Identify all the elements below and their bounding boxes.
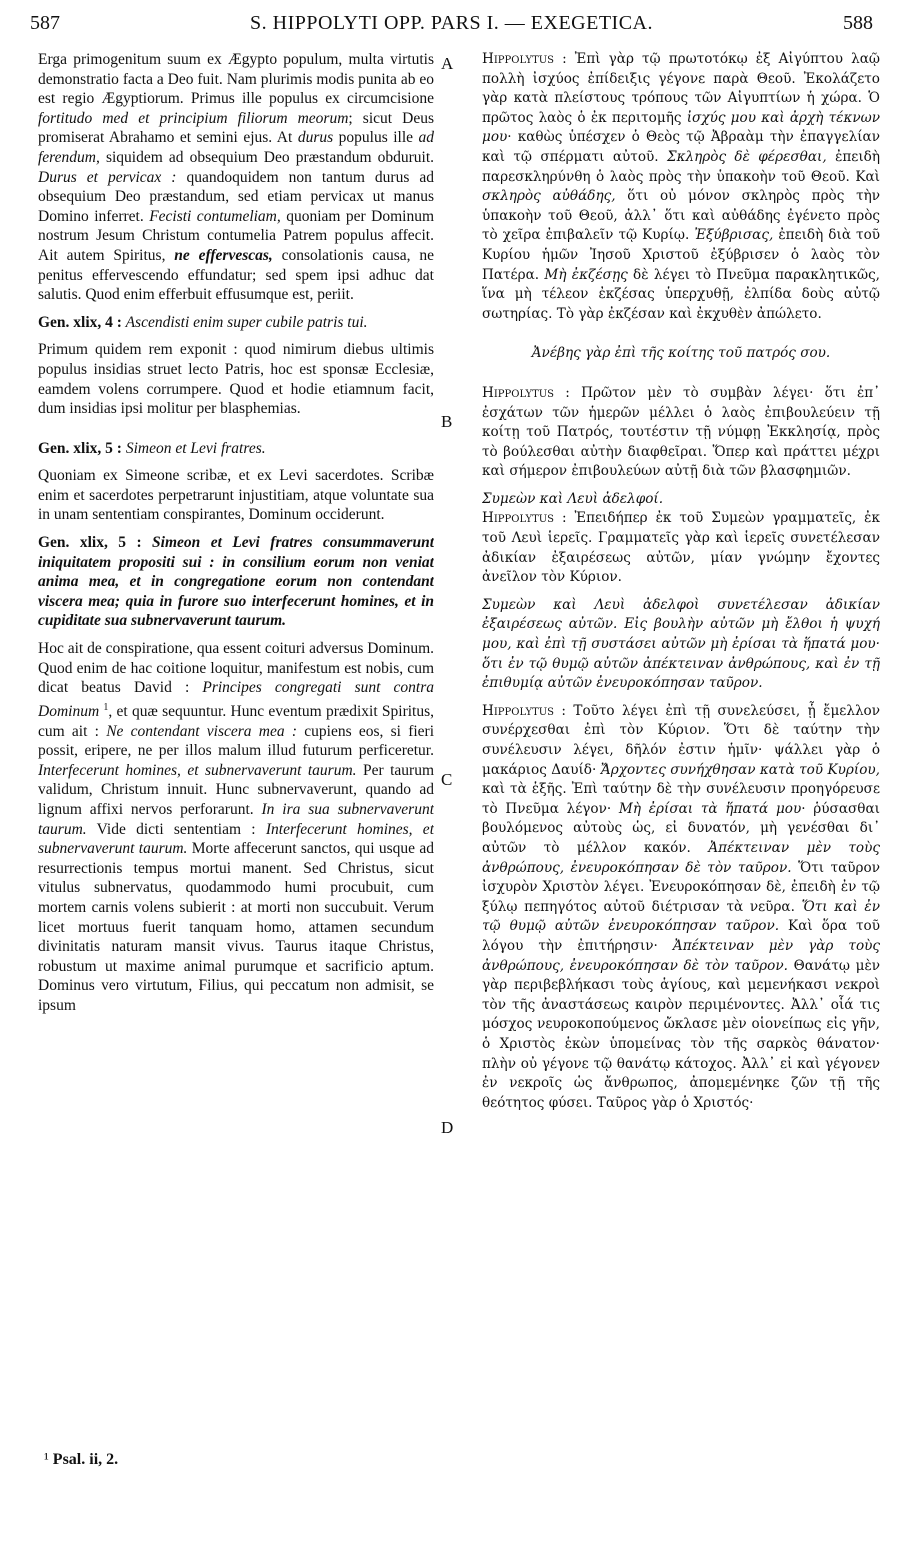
greek-paragraph-1: Hippolytus : Ἐπὶ γὰρ τῷ πρωτοτόκῳ ἐξ Αἰγύπτου λαῷ πολλὴ ἰσχύος ἐπίδειξις γέγονε παρὰ Θεοῦ. Ἐκολάζετο γὰρ κατὰ πλείστους τρόπους τῶν Αἰγυπτίων ἡ χώρα. Ὁ πρῶτος λαὸς ὁ ἐκ περιτομῆς ἰσχύς μου καὶ ἀρχὴ τέκνων μου· καθὼς ὑπέσχεν ὁ Θεὸς τῷ Ἀβραὰμ τὴν ἐπαγγελίαν καὶ τῷ σπέρματι αὐτοῦ. Σκληρὸς δὲ φέρεσθαι, ἐπειδὴ παρεσκληρύνθη ὁ λαὸς πρὸς τὴν ὑπακοὴν τοῦ Θεοῦ. Καὶ σκληρὸς αὐθάδης, ὅτι οὐ μόνον σκληρὸς πρὸς τὴν ὑπακοὴν τοῦ Θεοῦ, ἀλλ᾽ ὅτι καὶ αὐθάδης ἐγένετο πρὸς τὸ χεῖρα ἐπιβαλεῖν τῷ Κυρίῳ. Ἐξύβρισας, ἐπειδὴ διὰ τοῦ Κυρίου ἡμῶν Ἰησοῦ Χριστοῦ ἐξύβρισεν ὁ λαὸς τὸν Πατέρα. Μὴ ἐκζέσῃς δὲ λέγει τὸ Πνεῦμα παρακλητικῶς, ἵνα μὴ τέλεον ἐκζέσας ὑπερχυθῇ, ἐλπίδα δοὺς αὐτῷ σωτηρίας. Τὸ γὰρ ἐκζέσαν καὶ ἐκχυθὲν ἀπώλετο. xyxy=(482,51,880,322)
greek-column xyxy=(482,50,880,1460)
footnote-ref: 1 xyxy=(103,701,109,713)
footnote xyxy=(44,1451,118,1469)
latin-citation-1: Gen. xlix, 4 : Ascendisti enim super cubile patris tui. xyxy=(38,313,368,331)
page-number-left: 587 xyxy=(30,12,60,34)
margin-marker-b: B xyxy=(441,412,453,431)
page-number-right: 588 xyxy=(843,12,873,34)
latin-paragraph-1: Erga primogenitum suum ex Ægypto populum, multa virtutis demonstratio facta a Deo fuit. Nam plurimis modis punita ab eo est regio Ægyptiorum. Primus ille populus ex circumcisione fortitudo med et principium filiorum meorum; sicut Deus promiserat Abrahamo et semini ejus. At durus populus ille ad ferendum, siquidem ad obsequium Deo præstandum obduruit. Durus et pervicax : quandoquidem non tantum durus ad obsequium Deo præstandum, sed etiam pervicax ut manus Domino inferret. Fecisti contumeliam, quoniam per Dominum nostrum Jesum Christum contumelia Patrem populus affecit. Ait autem Spiritus, ne effervescas, consolationis causa, ne penitus effervescendo effundatur; sed spem ipsi adhuc dat salutis. Quod enim efferbuit effusumque est, periit. xyxy=(38,51,434,304)
greek-paragraph-3: Hippolytus : Ἐπειδήπερ ἐκ τοῦ Συμεὼν γραμματεῖς, ἐκ τοῦ Λευὶ ἱερεῖς. Γραμματεῖς γὰρ καὶ ἱερεῖς συνετέλεσαν ἀδικίαν ἐξαιρέσεως αὐτῶν, μίαν γνώμην ἔχοντες ἀνεῖλον τὸν Κύριον. xyxy=(482,510,880,586)
greek-citation-3: Συμεὼν καὶ Λευὶ ἀδελφοὶ συνετέλεσαν ἀδικίαν ἐξαιρέσεως αὐτῶν. Εἰς βουλὴν αὐτῶν μὴ ἔλθοι ἡ ψυχή μου, καὶ ἐπὶ τῇ συστάσει αὐτῶν μὴ ἐρίσαι τὰ ἥπατά μου· ὅτι ἐν τῷ θυμῷ αὐτῶν ἀπέκτειναν ἀνθρώπους, καὶ ἐν τῇ ἐπιθυμίᾳ αὐτῶν ἐνευροκόπησαν ταῦρον. xyxy=(482,596,880,692)
greek-paragraph-2: Hippolytus : Πρῶτον μὲν τὸ συμβὰν λέγει· ὅτι ἐπ᾽ ἐσχάτων τῶν ἡμερῶν μέλλει ὁ λαὸς ἐπιβουλεύειν τῇ κοίτῃ τοῦ Πατρός, τουτέστιν τῇ νύμφῃ Ἐκκλησίᾳ, πρὸς τὸ βούλεσθαι αὐτὴν διαφθεῖραι. Ὅπερ καὶ πράττει μέχρι καὶ σήμερον ἐπιβουλεύων αὐτῇ διὰ τῶν βλασφημιῶν. xyxy=(482,384,880,480)
latin-paragraph-4: Hoc ait de conspiratione, qua essent coituri adversus Dominum. Quod enim de hac coitione loquitur, manifestum est nobis, cum dicat beatus David : Principes congregati sunt contra Dominum $^1$, et quæ sequuntur. Hunc eventum prædixit Spiritus, cum ait : Ne contendant viscera mea : cupiens eos, si fieri possit, eripere, ne per illos malum illud futurum perficeretur. Interfecerunt homines, et subnervaverunt taurum. Per taurum validum, Christum innuit. Hunc subnervaverunt, quando ad lignum affixi nervos perforarunt. In ira sua subnervaverunt taurum. Vide dicti sententiam : Interfecerunt homines, et subnervaverunt taurum. Morte affecerunt sanctos, qui usque ad resurrectionis tempus mortui manent. Sed Christus, sicut vitulus subnervatus, quodammodo humi procubuit, cum mortem carnis volens subierit : at morti non succubuit. Verum licet mortuus fuerit tanquam homo, attamen secundum divinitatis naturam mansit vivus. Taurus itaque Christus, robustum ut maxime animal purumque et sacrificio aptum. Dominus vero virtutum, Filius, qui peccatum non admisit, se ipsum xyxy=(38,640,434,1014)
margin-marker-c: C xyxy=(441,770,453,789)
latin-citation-3: Gen. xlix, 5 : Simeon et Levi fratres consummaverunt iniquitatem propositi sui : in consilium eorum non veniat anima mea, et in congregatione eorum non contendant viscera mea; quia in furore suo interfecerunt homines, et in cupiditate sua subnervaverunt taurum. xyxy=(38,534,434,630)
latin-citation-2: Gen. xlix, 5 : Simeon et Levi fratres. xyxy=(38,439,266,457)
footnote-mark: ¹ xyxy=(44,1451,49,1468)
greek-citation-2: Συμεὼν καὶ Λευὶ ἀδελφοί. xyxy=(482,490,664,507)
latin-column xyxy=(38,50,434,1442)
margin-marker-d: D xyxy=(441,1118,454,1137)
latin-paragraph-2: Primum quidem rem exponit : quod nimirum diebus ultimis populus insidias struet lecto Patris, hoc est sponsæ Ecclesiæ, eamdem volens corrumpere. Quod et hodie etiamnum facit, dum insidias ipsi molitur per blasphemias. xyxy=(38,341,434,418)
margin-marker-a: A xyxy=(441,54,454,73)
latin-paragraph-3: Quoniam ex Simeone scribæ, et ex Levi sacerdotes. Scribæ enim et sacerdotes perpetrarunt injustitiam, atque voluntate sua in unam sententiam conspirantes, Dominum occiderunt. xyxy=(38,467,434,524)
greek-paragraph-4: Hippolytus : Τοῦτο λέγει ἐπὶ τῇ συνελεύσει, ᾗ ἔμελλον συνέρχεσθαι ἐπὶ τὸν Κύριον. Ὅτι δὲ ταύτην τὴν συνέλευσιν λέγει, δῆλόν ἐστιν ἡμῖν· ψάλλει γὰρ ὁ μακάριος Δαυίδ· Ἄρχοντες συνήχθησαν κατὰ τοῦ Κυρίου, καὶ τὰ ἑξῆς. Ἐπὶ ταύτην δὲ τὴν συνέλευσιν προηγόρευσε τὸ Πνεῦμα λέγον· Μὴ ἐρίσαι τὰ ἥπατά μου· ῥύσασθαι βουλόμενος αὐτοὺς ὡς, εἰ δυνατόν, μὴ γενέσθαι δι᾽ αὐτῶν τὸ μέλλον κακόν. Ἀπέκτειναν μὲν τοὺς ἀνθρώπους, ἐνευροκόπησαν δὲ τὸν ταῦρον. Ὅτι ταῦρον ἰσχυρὸν Χριστὸν λέγει. Ἐνευροκόπησαν δὲ, ἐπειδὴ ἐν τῷ ξύλῳ πεπηγότος αὐτοῦ διέτρισαν τὰ νεῦρα. Ὅτι καὶ ἐν τῷ θυμῷ αὐτῶν ἐνευροκόπησαν ταῦρον. Καὶ ὅρα τοῦ λόγου τὴν ἐπιτήρησιν· Ἀπέκτειναν μὲν γὰρ τοὺς ἀνθρώπους, ἐνευροκόπησαν δὲ τὸν ταῦρον. Θανάτῳ μὲν γὰρ περιβεβλήκασι τοὺς ἁγίους, καὶ μεμενήκασι νεκροὶ τὸν τῆς ἀναστάσεως καιρὸν περιμένοντες. Ἀλλ᾽ οἷά τις μόσχος νευροκοπούμενος ὤκλασε μὲν οἱονείπως εἰς γῆν, ὁ Χριστὸς ἑκὼν ὑπομείνας τὸν τῆς σαρκὸς θάνατον· πλὴν οὐ γέγονε τῷ θανάτῳ κάτοχος. Ἀλλ᾽ εἰ καὶ γέγονεν ἐν νεκροῖς ὡς ἄνθρωπος, ἀπομεμένηκε ζῶν τῇ τῆς θεότητος φύσει. Ταῦρος γὰρ ὁ Χριστός· xyxy=(482,702,880,1111)
running-head xyxy=(30,12,873,42)
footnote-text: Psal. ii, 2. xyxy=(52,1451,119,1468)
running-title: S. HIPPOLYTI OPP. PARS I. — EXEGETICA. xyxy=(250,12,653,34)
greek-citation-1: Ἀνέβης γὰρ ἐπὶ τῆς κοίτης τοῦ πατρός σου. xyxy=(531,345,831,362)
